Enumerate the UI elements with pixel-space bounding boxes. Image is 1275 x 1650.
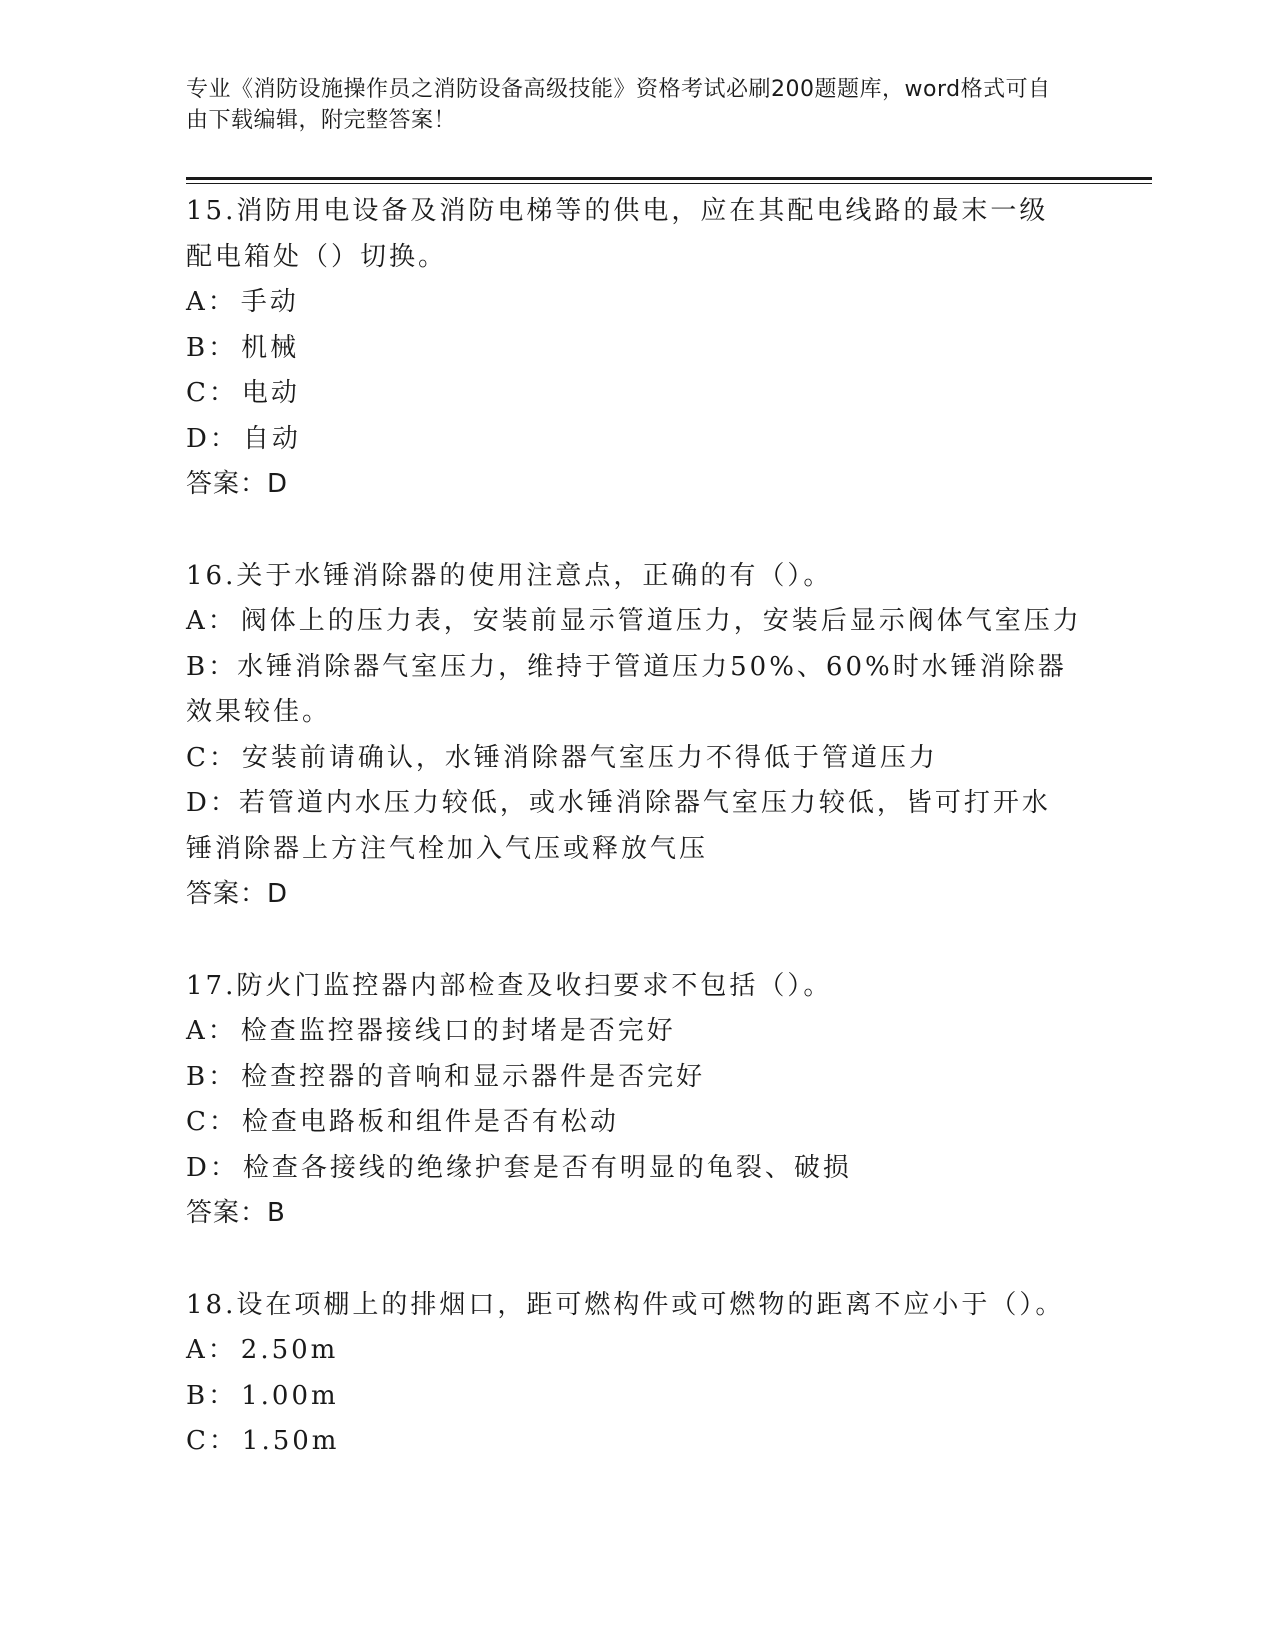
option-a <box>186 599 1086 645</box>
option-key: C： <box>186 1426 238 1456</box>
option-b <box>186 1055 1086 1101</box>
option-text: 2.50m <box>240 1335 339 1365</box>
option-text: 安装前请确认，水锤消除器气室压力不得低于管道压力 <box>241 742 938 773</box>
option-a <box>186 1328 1086 1374</box>
option-key: B： <box>186 1380 238 1411</box>
option-text: 自动 <box>242 423 301 454</box>
option-d <box>186 417 1086 463</box>
option-c <box>186 371 1086 417</box>
option-text: 电动 <box>241 378 300 408</box>
option-text: 检查监控器接线口的封堵是否完好 <box>240 1016 676 1046</box>
option-key: A： <box>186 1016 237 1046</box>
option-key: B： <box>186 651 238 682</box>
option-c <box>186 1100 1086 1146</box>
answer-label: 答案：D <box>186 879 289 909</box>
option-key: A： <box>186 606 237 636</box>
option-text: 阀体上的压力表，安装前显示管道压力，安装后显示阀体气室压力 <box>240 606 1082 636</box>
option-b <box>186 326 1086 372</box>
option-b <box>186 645 1076 736</box>
option-text: 检查控器的音响和显示器件是否完好 <box>241 1061 706 1092</box>
question-16 <box>186 554 1086 918</box>
question-stem: 15.消防用电设备及消防电梯等的供电，应在其配电线路的最末一级配电箱处（）切换。 <box>186 196 1049 272</box>
option-a <box>186 280 1086 326</box>
option-key: A： <box>186 1335 237 1365</box>
option-key: D： <box>186 788 239 818</box>
option-key: A： <box>186 287 237 317</box>
header-divider-thin <box>186 183 1152 184</box>
question-17 <box>186 964 1086 1237</box>
option-b <box>186 1374 1086 1420</box>
option-key: C： <box>186 1107 238 1137</box>
question-stem: 16.关于水锤消除器的使用注意点，正确的有（）。 <box>186 560 833 591</box>
option-key: C： <box>186 378 238 408</box>
question-15 <box>186 189 1086 508</box>
question-stem: 18.设在项棚上的排烟口，距可燃构件或可燃物的距离不应小于（）。 <box>186 1289 1065 1320</box>
option-text: 手动 <box>240 287 299 317</box>
option-text: 检查各接线的绝缘护套是否有明显的龟裂、破损 <box>242 1152 852 1183</box>
question-list <box>186 189 1086 1511</box>
option-c <box>186 1419 1086 1465</box>
document-header: 专业《消防设施操作员之消防设备高级技能》资格考试必刷200题题库，word格式可自由下载编辑，附完整答案！ <box>186 77 1051 133</box>
option-text: 1.00m <box>241 1380 339 1411</box>
option-key: B： <box>186 1061 238 1092</box>
question-stem: 17.防火门监控器内部检查及收扫要求不包括（）。 <box>186 970 833 1001</box>
option-text: 检查电路板和组件是否有松动 <box>241 1107 619 1137</box>
option-c <box>186 736 1086 782</box>
option-text: 1.50m <box>241 1426 340 1456</box>
option-key: D： <box>186 423 239 454</box>
header-divider-thick <box>186 177 1152 180</box>
option-d <box>186 781 1076 872</box>
option-key: C： <box>186 742 238 773</box>
question-18 <box>186 1283 1086 1465</box>
option-a <box>186 1009 1086 1055</box>
option-d <box>186 1146 1086 1192</box>
option-key: B： <box>186 332 238 363</box>
option-key: D： <box>186 1152 239 1183</box>
answer-label: 答案：D <box>186 469 289 499</box>
option-text: 水锤消除器气室压力，维持于管道压力50%、60%时水锤消除器效果较佳。 <box>186 651 1067 727</box>
answer-label: 答案：B <box>186 1198 286 1228</box>
option-text: 若管道内水压力较低，或水锤消除器气室压力较低，皆可打开水锤消除器上方注气栓加入气压或释放气压 <box>186 788 1051 864</box>
option-text: 机械 <box>241 332 300 363</box>
